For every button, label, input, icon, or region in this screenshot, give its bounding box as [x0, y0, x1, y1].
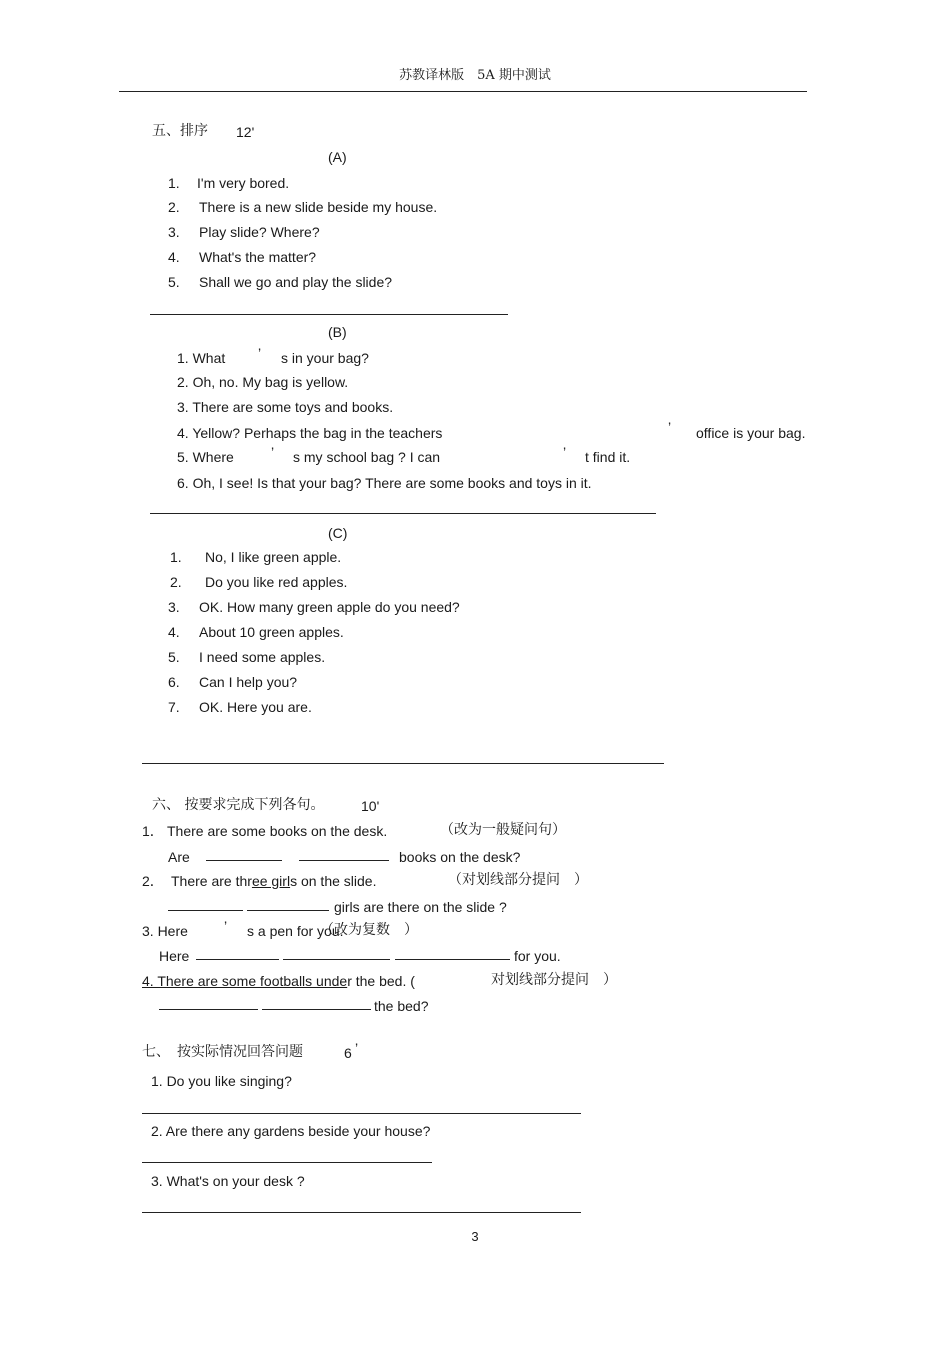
q3-answer-prefix: Here — [159, 948, 190, 964]
list-item — [170, 573, 347, 591]
group-b-item-3: 3. There are some toys and books. — [177, 399, 394, 415]
q3-blank-1[interactable] — [196, 945, 279, 960]
q1-answer-prefix: Are — [168, 849, 190, 865]
group-b-item-6: 6. Oh, I see! Is that your bag? There are some books and toys in it. — [177, 475, 592, 491]
q1-text: There are some books on the desk. — [167, 823, 388, 839]
header-rule — [119, 91, 807, 92]
section5-score: 12' — [236, 124, 255, 140]
item-number: 2. — [168, 199, 180, 215]
page-number: 3 — [471, 1229, 479, 1244]
group-b-item-2: 2. Oh, no. My bag is yellow. — [177, 374, 349, 390]
answer-line-a[interactable] — [150, 314, 508, 315]
group-b-item-4: 4. Yellow? Perhaps the bag in the teachers — [177, 425, 443, 441]
item-text: Play slide? Where? — [199, 224, 320, 240]
section7-heading: 七、 按实际情况回答问题 — [142, 1044, 303, 1060]
answer-line-c[interactable] — [142, 763, 664, 764]
list-item — [168, 623, 344, 641]
item-text: OK. Here you are. — [199, 699, 312, 715]
q2-answer-suffix: girls are there on the slide ? — [334, 899, 507, 915]
group-c-label: (C) — [328, 525, 348, 541]
item-number: 3. — [168, 224, 180, 240]
q3-hint: （改为复数 ） — [320, 922, 418, 938]
q3-blank-2[interactable] — [283, 945, 390, 960]
q1-blank-1[interactable] — [206, 846, 282, 861]
section6-score: 10' — [361, 798, 380, 814]
q4-answer-suffix: the bed? — [374, 998, 429, 1014]
s7-answer-line-3[interactable] — [142, 1212, 581, 1213]
apostrophe: ’ — [668, 419, 672, 435]
group-b-label: (B) — [328, 324, 347, 340]
q2-text-b: s on the slide. — [290, 873, 377, 889]
group-b-item-5-mid: s my school bag ? I can — [293, 449, 441, 465]
q3-text-b: s a pen for you. — [247, 923, 344, 939]
list-item — [168, 698, 312, 716]
list-item — [168, 648, 325, 666]
list-item — [168, 273, 392, 291]
list-item — [168, 248, 316, 266]
group-a-label: (A) — [328, 149, 347, 165]
item-number: 5. — [168, 274, 180, 290]
item-text: No, I like green apple. — [205, 549, 342, 565]
list-item — [168, 174, 289, 192]
item-text: I'm very bored. — [197, 175, 290, 191]
s7-question-2: 2. Are there any gardens beside your house? — [151, 1123, 431, 1139]
item-number: 3. — [168, 599, 180, 615]
q2-text — [171, 872, 376, 890]
s7-answer-line-1[interactable] — [142, 1113, 581, 1114]
item-number: 1. — [170, 549, 182, 565]
item-number: 7. — [168, 699, 180, 715]
group-b-item-5-rest: t find it. — [585, 449, 631, 465]
s7-question-1: 1. Do you like singing? — [151, 1073, 292, 1089]
item-text: What's the matter? — [199, 249, 317, 265]
q4-text — [142, 972, 415, 990]
q1-number: 1． — [142, 823, 164, 839]
item-text: I need some apples. — [199, 649, 326, 665]
group-b-item-1 — [177, 349, 225, 367]
q2-number: 2． — [142, 873, 164, 889]
item-text: About 10 green apples. — [199, 624, 344, 640]
q2-text-a: There are thr — [171, 873, 252, 889]
list-item — [168, 223, 320, 241]
q4-text-b: r the bed. ( — [347, 973, 415, 989]
q1-answer-suffix: books on the desk? — [399, 849, 521, 865]
section5-heading: 五、排序 — [152, 123, 208, 139]
q4-blank-1[interactable] — [159, 995, 258, 1010]
apostrophe: ’ — [271, 444, 275, 460]
q4-underlined: 4. There are some footballs unde — [142, 973, 348, 989]
page-header-title: 苏教译林版 5A 期中测试 — [399, 68, 551, 83]
item-number: 4. — [168, 249, 180, 265]
s7-question-3: 3. What's on your desk ? — [151, 1173, 305, 1189]
section6-heading: 六、 按要求完成下列各句。 — [152, 797, 325, 813]
q2-blank-2[interactable] — [247, 896, 329, 911]
q2-blank-1[interactable] — [168, 896, 243, 911]
q2-hint: （对划线部分提问 ） — [448, 872, 588, 888]
item-number: 6. — [168, 674, 180, 690]
group-b-item-1-rest: s in your bag? — [281, 350, 369, 366]
item-number: 5. — [168, 649, 180, 665]
q3-text-a: 3. Here — [142, 923, 188, 939]
item-number: 2. — [170, 574, 182, 590]
apostrophe: ’ — [563, 444, 567, 460]
s7-answer-line-2[interactable] — [142, 1162, 432, 1163]
q1-blank-2[interactable] — [299, 846, 389, 861]
list-item — [168, 598, 460, 616]
item-text: Can I help you? — [199, 674, 298, 690]
item-text: 1. What — [177, 350, 226, 366]
answer-line-b[interactable] — [150, 513, 656, 514]
section7-score: 6 — [344, 1045, 352, 1061]
list-item — [168, 673, 297, 691]
item-text: Do you like red apples. — [205, 574, 348, 590]
q3-blank-3[interactable] — [395, 945, 510, 960]
item-number: 1. — [168, 175, 180, 191]
apostrophe: ’ — [258, 345, 262, 361]
q4-hint: 对划线部分提问 ） — [491, 972, 617, 988]
item-text: Shall we go and play the slide? — [199, 274, 393, 290]
q4-blank-2[interactable] — [262, 995, 371, 1010]
apostrophe: ’ — [355, 1040, 359, 1056]
list-item — [168, 198, 437, 216]
list-item — [170, 548, 341, 566]
q3-answer-suffix: for you. — [514, 948, 561, 964]
item-number: 4. — [168, 624, 180, 640]
item-text: There is a new slide beside my house. — [199, 199, 438, 215]
q1-hint: （改为一般疑问句） — [440, 822, 566, 838]
group-b-item-4-rest: office is your bag. — [696, 425, 806, 441]
apostrophe: ’ — [224, 918, 228, 934]
item-text: OK. How many green apple do you need? — [199, 599, 460, 615]
group-b-item-5: 5. Where — [177, 449, 234, 465]
q2-underlined: ee girl — [251, 873, 291, 889]
